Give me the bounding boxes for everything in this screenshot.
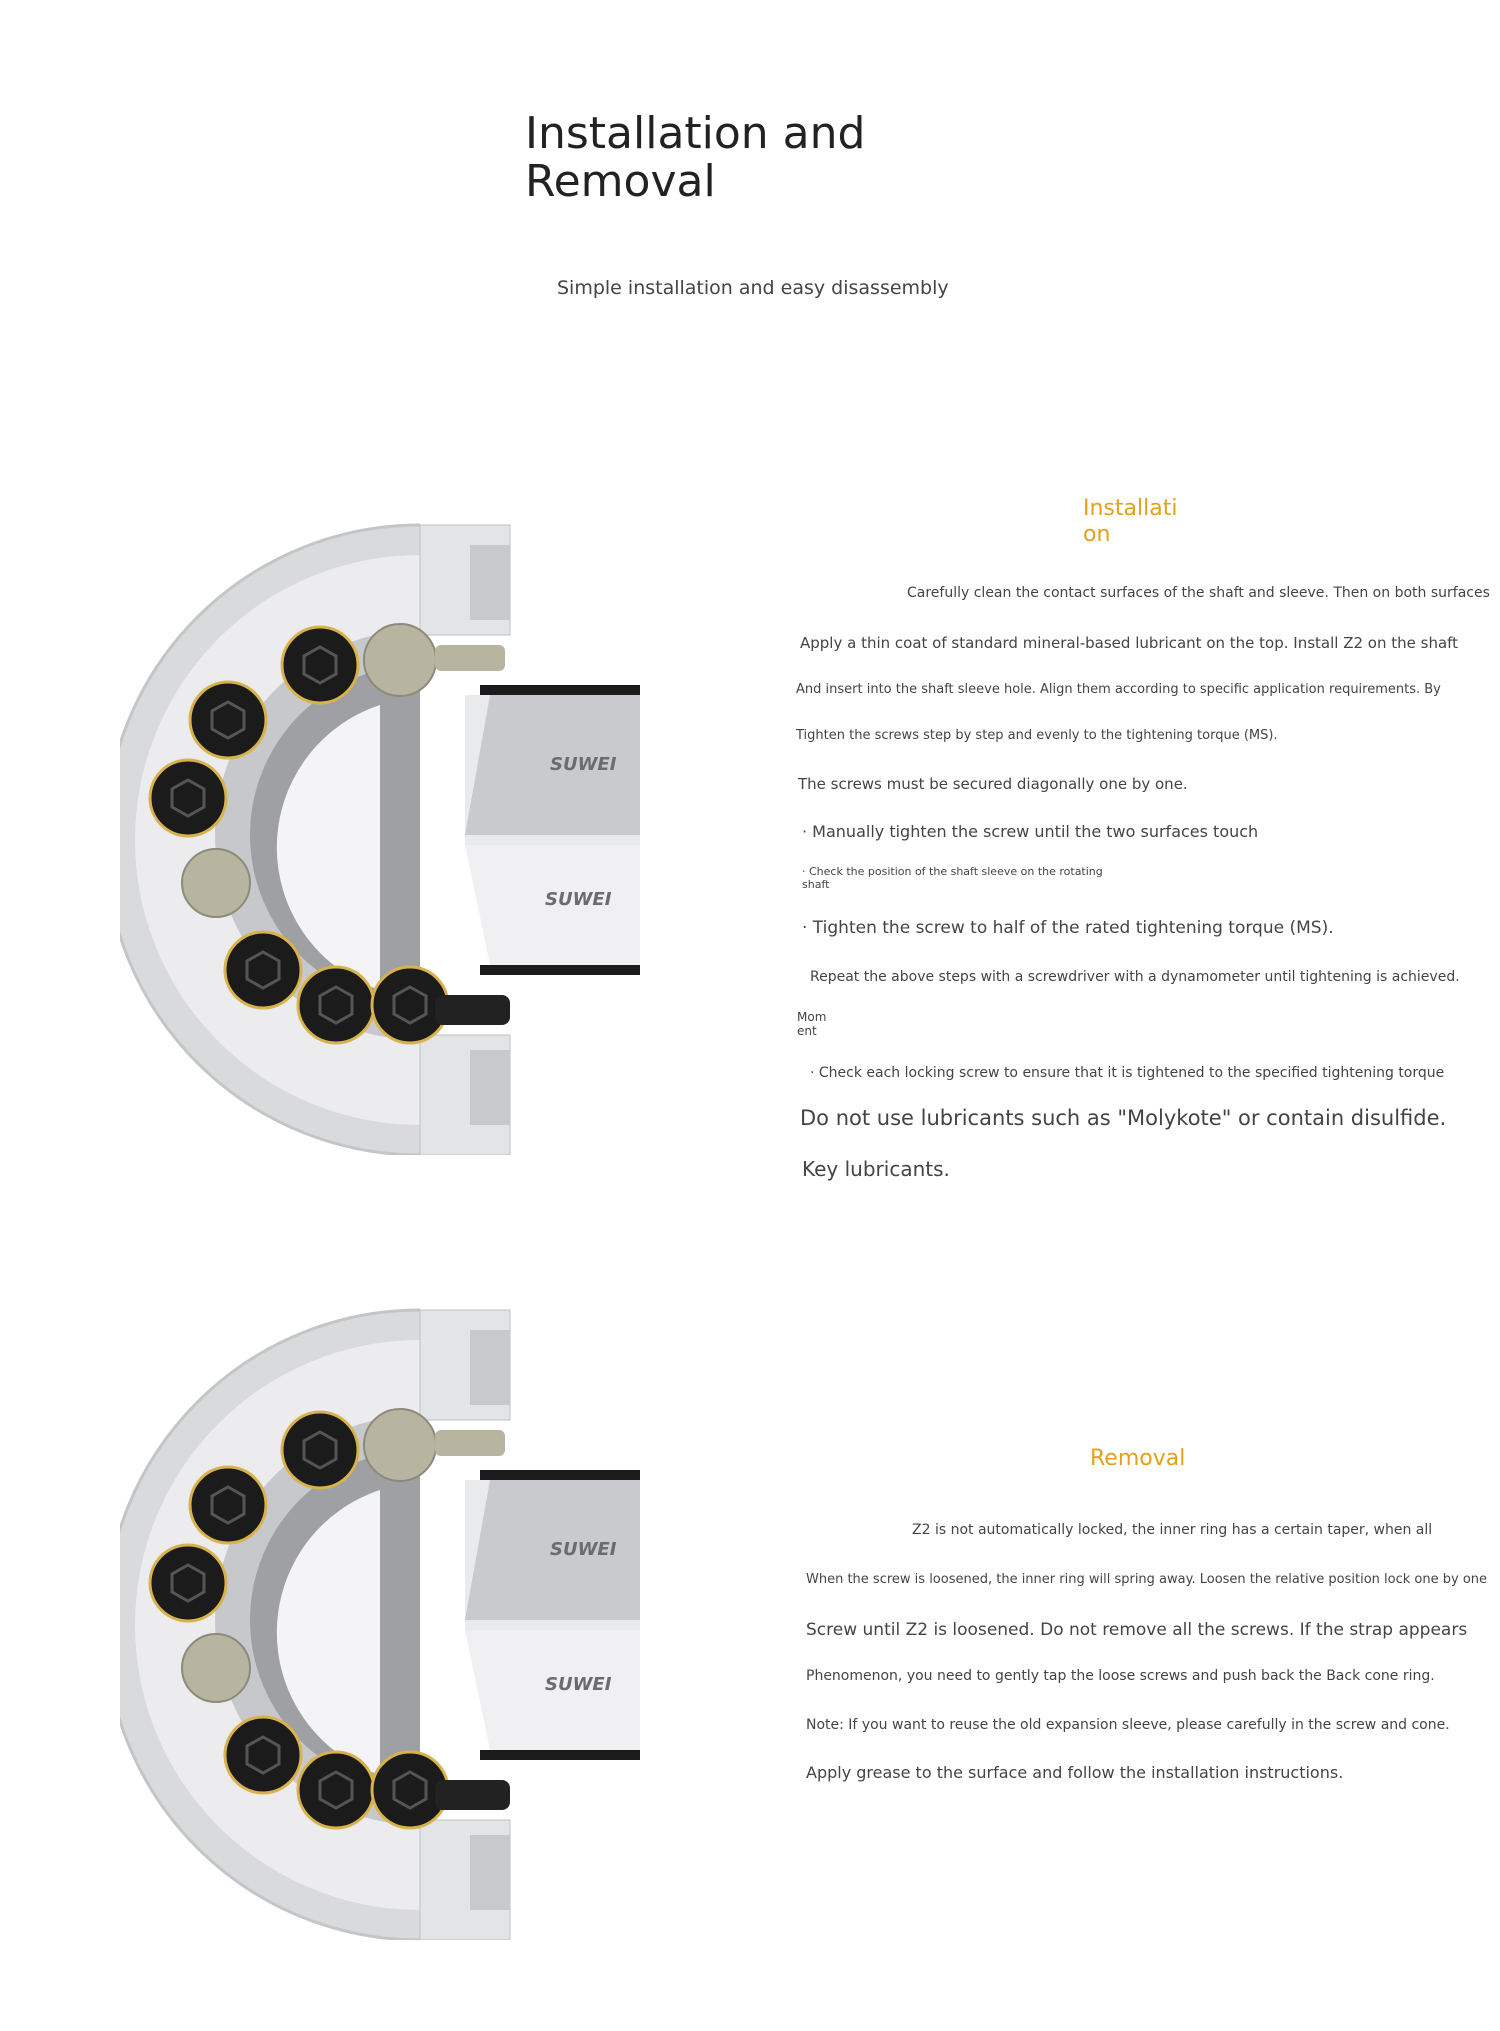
installation-line: Mom (797, 1010, 827, 1024)
brand-mark: SUWEI (550, 754, 617, 775)
removal-line: Phenomenon, you need to gently tap the loose screws and push back the Back cone ring. (806, 1668, 1435, 1684)
installation-line: shaft (802, 878, 830, 891)
brand-mark: SUWEI (550, 1539, 617, 1560)
locking-assembly-graphic (120, 525, 640, 1155)
installation-line: The screws must be secured diagonally one by one. (798, 775, 1188, 793)
brand-mark: SUWEI (545, 889, 612, 910)
installation-bullet: · Check each locking screw to ensure that it is tightened to the specified tightening torque (810, 1065, 1445, 1081)
removal-line: Note: If you want to reuse the old expansion sleeve, please carefully in the screw and cone. (806, 1717, 1450, 1733)
installation-line: Repeat the above steps with a screwdriver with a dynamometer until tightening is achieved. (810, 969, 1460, 985)
page-subtitle: Simple installation and easy disassembly (557, 277, 949, 299)
installation-bullet: · Tighten the screw to half of the rated tightening torque (MS). (802, 918, 1334, 938)
installation-warning: Do not use lubricants such as "Molykote" or contain disulfide. (800, 1106, 1447, 1130)
installation-line: Tighten the screws step by step and evenly to the tightening torque (MS). (796, 728, 1278, 743)
brand-mark: SUWEI (545, 1674, 612, 1695)
locking-assembly-graphic (120, 1310, 640, 1940)
installation-line: ent (797, 1024, 817, 1038)
removal-illustration (120, 1300, 640, 1940)
installation-line: And insert into the shaft sleeve hole. Align them according to specific application requirements. By (796, 682, 1441, 697)
removal-line: Z2 is not automatically locked, the inner ring has a certain taper, when all (912, 1522, 1433, 1538)
removal-line: When the screw is loosened, the inner ring will spring away. Loosen the relative position lock one by one (806, 1572, 1488, 1587)
installation-heading: Installati on (1083, 496, 1178, 547)
installation-bullet: · Check the position of the shaft sleeve on the rotating (802, 865, 1103, 878)
installation-warning: Key lubricants. (802, 1157, 950, 1181)
installation-line: Apply a thin coat of standard mineral-based lubricant on the top. Install Z2 on the shaft (800, 634, 1459, 652)
installation-bullet: · Manually tighten the screw until the two surfaces touch (802, 822, 1259, 841)
page-title: Installation and Removal (525, 108, 866, 207)
installation-illustration (120, 515, 640, 1155)
installation-line: Carefully clean the contact surfaces of the shaft and sleeve. Then on both surfaces (907, 585, 1490, 601)
removal-line: Apply grease to the surface and follow the installation instructions. (806, 1763, 1344, 1782)
removal-line: Screw until Z2 is loosened. Do not remove all the screws. If the strap appears (806, 1620, 1468, 1640)
removal-heading: Removal (1090, 1446, 1186, 1471)
